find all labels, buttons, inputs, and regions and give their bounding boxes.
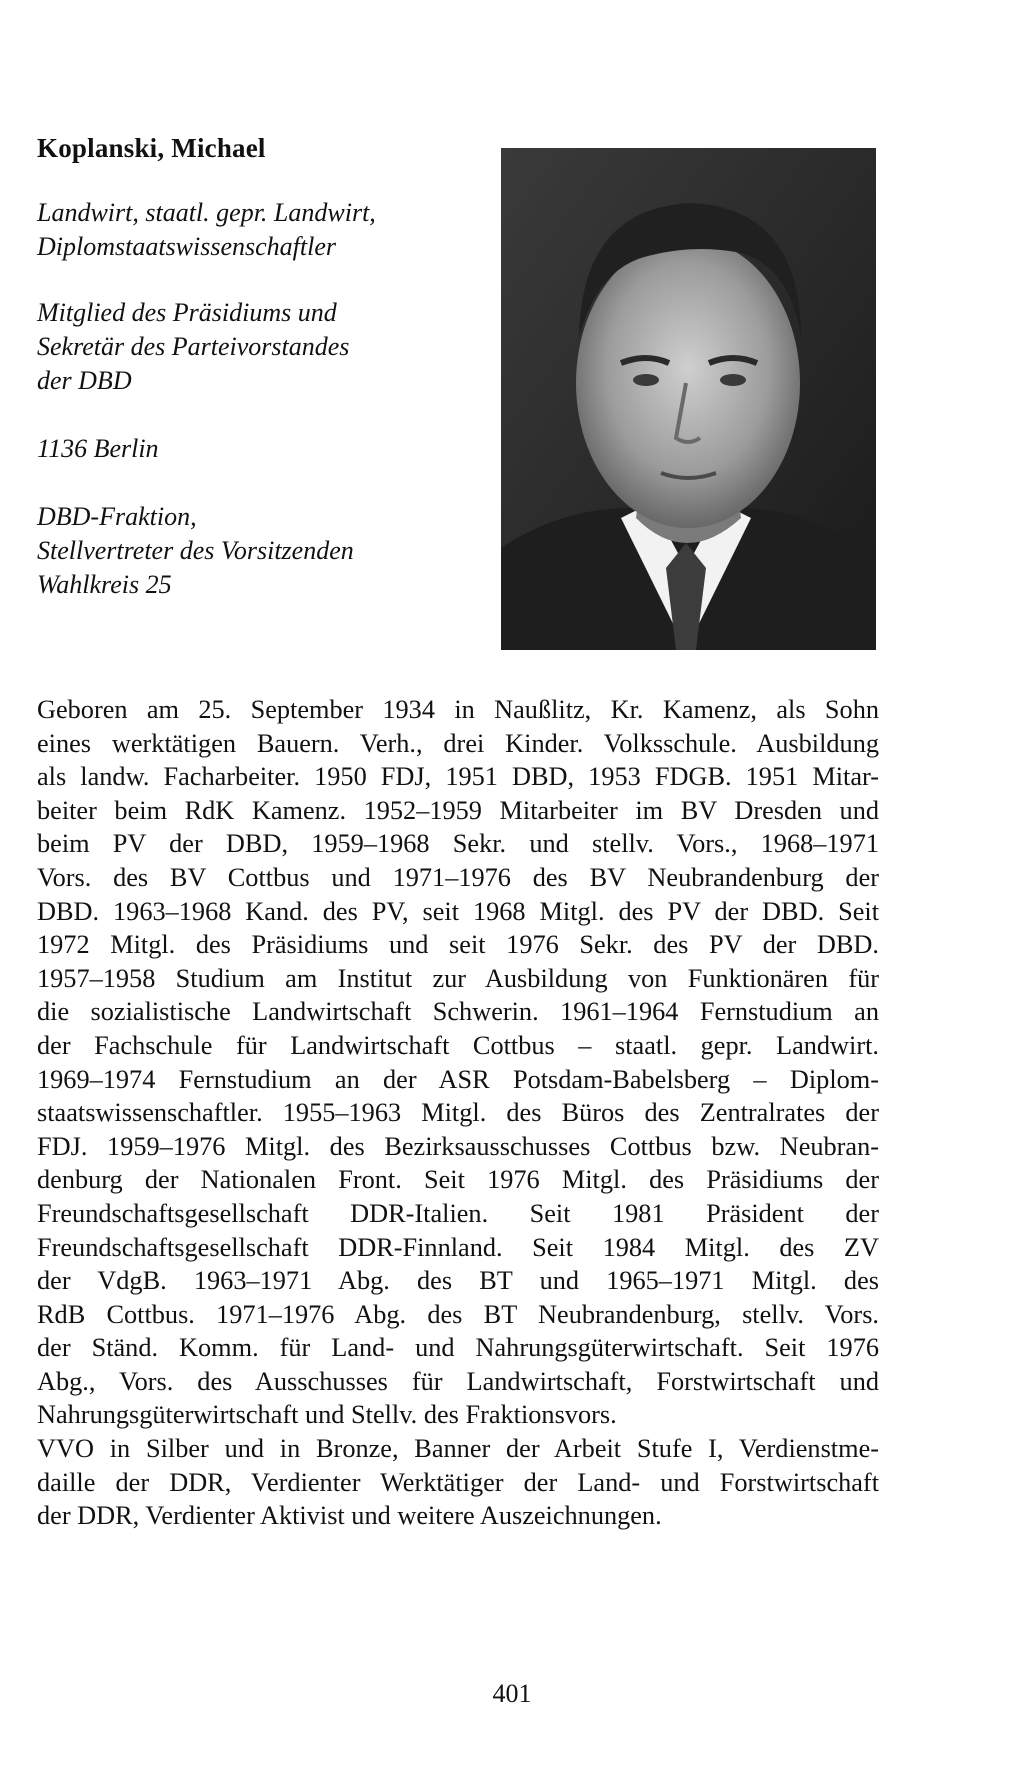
biography-line: Geboren am 25. September 1934 in Naußlitz, Kr. Kamenz, als Sohn	[37, 695, 879, 724]
profession-line: Diplomstaatswissenschaftler	[37, 232, 337, 261]
biography-line: daille der DDR, Verdienter Werktätiger der Land- und Forstwirtschaft	[37, 1467, 879, 1497]
biography-line: Freundschaftsgesellschaft DDR-Italien. Seit 1981 Präsident der	[37, 1198, 879, 1228]
biography-line: der DDR, Verdienter Aktivist und weitere Auszeichnungen.	[37, 1501, 662, 1531]
biography-line: 1972 Mitgl. des Präsidiums und seit 1976 Sekr. des PV der DBD.	[37, 930, 879, 960]
faction-line: DBD-Fraktion,	[37, 502, 197, 531]
entry-name: Koplanski, Michael	[37, 133, 266, 163]
address-block	[37, 432, 159, 466]
position-block	[37, 296, 349, 398]
biography-line: der Fachschule für Landwirtschaft Cottbus – staatl. gepr. Landwirt.	[37, 1030, 879, 1060]
biography-line: Vors. des BV Cottbus und 1971–1976 des BV Neubrandenburg der	[37, 862, 879, 892]
biography-line: VVO in Silber und in Bronze, Banner der Arbeit Stufe I, Verdienstme-	[37, 1434, 879, 1464]
position-line: Sekretär des Parteivorstandes	[37, 332, 350, 361]
faction-line: Wahlkreis 25	[37, 570, 172, 599]
biography-line: als landw. Facharbeiter. 1950 FDJ, 1951 DBD, 1953 FDGB. 1951 Mitar-	[37, 762, 879, 792]
position-line: der DBD	[37, 366, 132, 395]
biography-line: der VdgB. 1963–1971 Abg. des BT und 1965–1971 Mitgl. des	[37, 1266, 879, 1296]
biography-line: RdB Cottbus. 1971–1976 Abg. des BT Neubrandenburg, stellv. Vors.	[37, 1299, 879, 1329]
biography-line: Freundschaftsgesellschaft DDR-Finnland. Seit 1984 Mitgl. des ZV	[37, 1232, 879, 1262]
biography-line: beim PV der DBD, 1959–1968 Sekr. und stellv. Vors., 1968–1971	[37, 829, 879, 859]
biography-line: der Ständ. Komm. für Land- und Nahrungsgüterwirtschaft. Seit 1976	[37, 1333, 879, 1363]
portrait-illustration	[501, 148, 876, 650]
biography-line: Nahrungsgüterwirtschaft und Stellv. des Fraktionsvors.	[37, 1400, 617, 1430]
portrait-photo	[501, 148, 876, 650]
faction-block	[37, 500, 354, 602]
profession-line: Landwirt, staatl. gepr. Landwirt,	[37, 198, 376, 227]
faction-line: Stellvertreter des Vorsitzenden	[37, 536, 354, 565]
biography-line: 1969–1974 Fernstudium an der ASR Potsdam-Babelsberg – Diplom-	[37, 1064, 879, 1094]
biography-line: beiter beim RdK Kamenz. 1952–1959 Mitarbeiter im BV Dresden und	[37, 795, 879, 825]
biography-line: DBD. 1963–1968 Kand. des PV, seit 1968 Mitgl. des PV der DBD. Seit	[37, 896, 879, 926]
profession-block	[37, 196, 376, 264]
position-line: Mitglied des Präsidiums und	[37, 298, 337, 327]
page-number: 401	[492, 1679, 532, 1708]
address-line: 1136 Berlin	[37, 434, 159, 463]
biography-line: staatswissenschaftler. 1955–1963 Mitgl. des Büros des Zentralrates der	[37, 1098, 879, 1128]
biography-line: Abg., Vors. des Ausschusses für Landwirtschaft, Forstwirtschaft und	[37, 1366, 879, 1396]
biography-line: die sozialistische Landwirtschaft Schwerin. 1961–1964 Fernstudium an	[37, 997, 879, 1027]
biography-text	[37, 693, 879, 1533]
biography-line: eines werktätigen Bauern. Verh., drei Kinder. Volksschule. Ausbildung	[37, 728, 879, 758]
biography-line: 1957–1958 Studium am Institut zur Ausbildung von Funktionären für	[37, 963, 879, 993]
biography-line: denburg der Nationalen Front. Seit 1976 Mitgl. des Präsidiums der	[37, 1165, 879, 1195]
biography-line: FDJ. 1959–1976 Mitgl. des Bezirksausschusses Cottbus bzw. Neubran-	[37, 1131, 879, 1161]
